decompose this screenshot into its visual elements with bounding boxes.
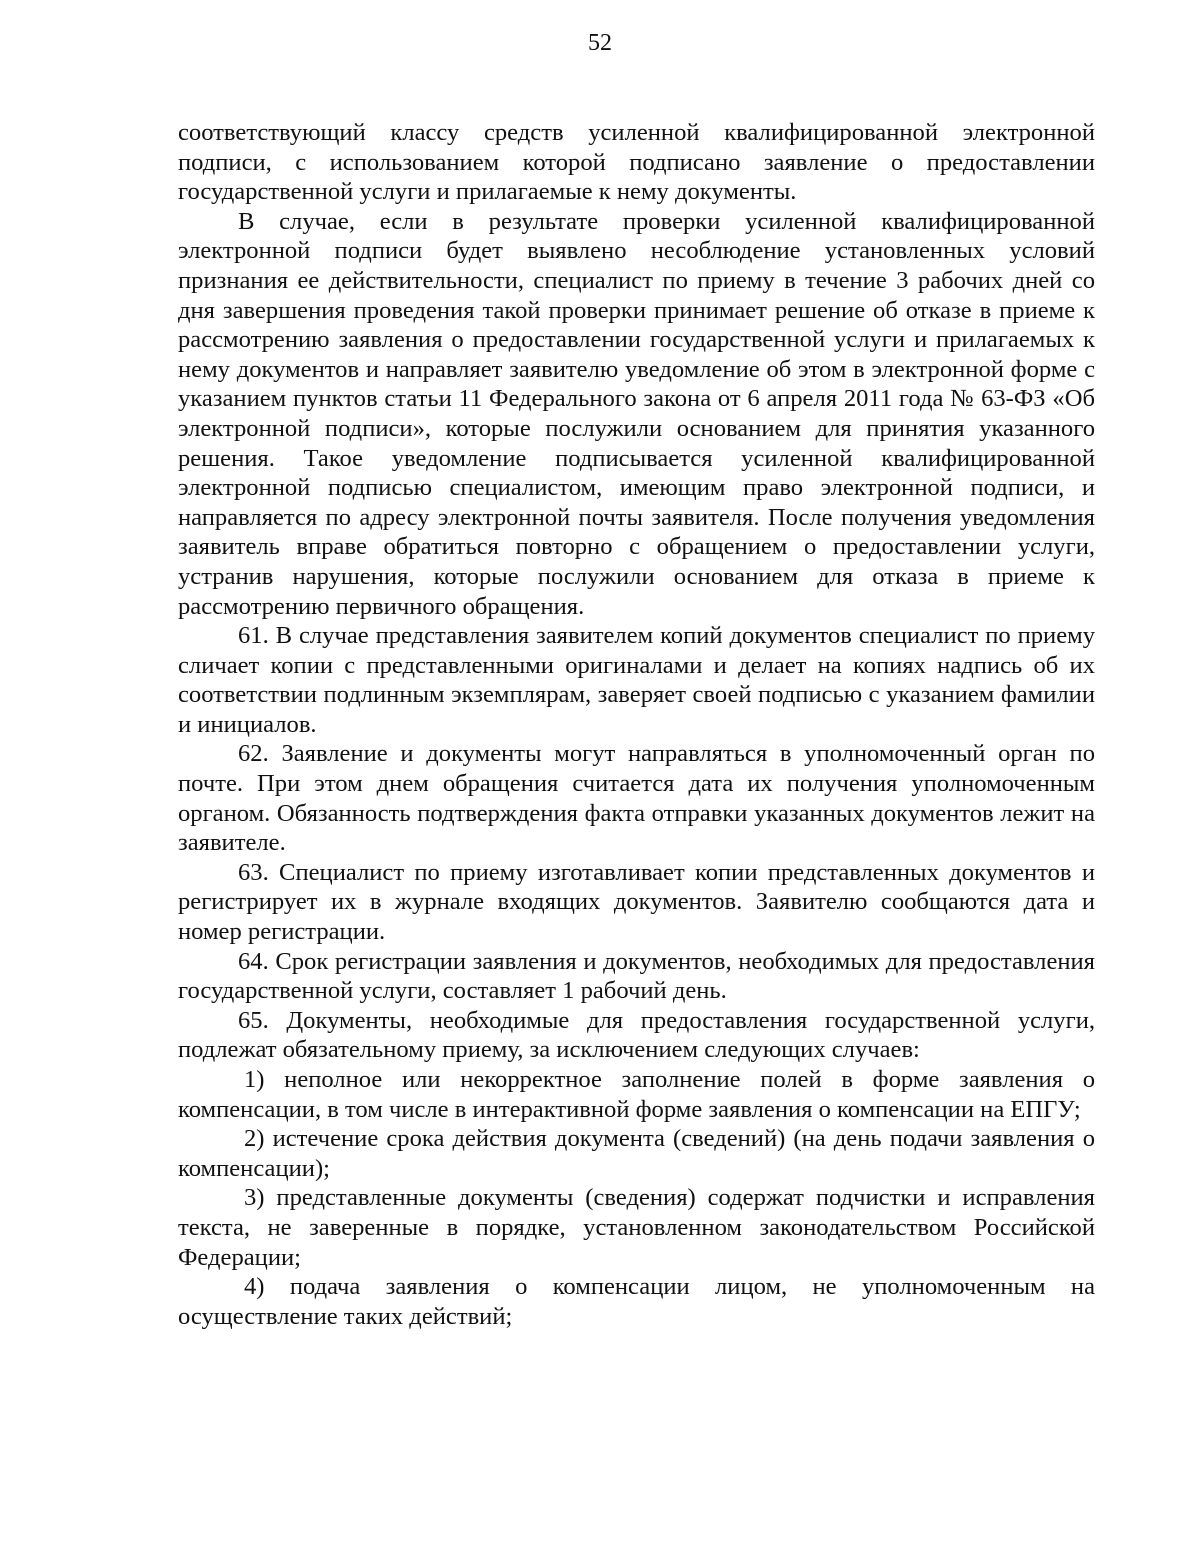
paragraph-continuation: соответствующий классу средств усиленной квалифицированной электронной подписи, с использованием которой подписано заявление о предоставлении государственной услуги и прилагаемые к нему документы. [178, 119, 1095, 206]
paragraph-65: 65. Документы, необходимые для предоставления государственной услуги, подлежат обязательному приему, за исключением следующих случаев: [178, 1006, 1095, 1064]
paragraph-63: 63. Специалист по приему изготавливает копии представленных документов и регистрирует их в журнале входящих документов. Заявителю сообщаются дата и номер регистрации. [178, 858, 1095, 946]
list-item-4: 4) подача заявления о компенсации лицом, не уполномоченным на осуществление таких действий; [178, 1273, 1095, 1330]
list-item-1: 1) неполное или некорректное заполнение полей в форме заявления о компенсации, в том числе в интерактивной форме заявления о компенсации на ЕПГУ; [178, 1066, 1095, 1123]
paragraph-signature-check: В случае, если в результате проверки усиленной квалифицированной электронной подписи будет выявлено несоблюдение установленных условий признания ее действительности, специалист по приему в течение 3 рабочих дней со дня завершения проведения такой проверки принимает решение об отказе в приеме к рассмотрению заявления о предоставлении государственной услуги и прилагаемых к нему документов и направляет заявителю уведомление об этом в электронной форме с указанием пунктов статьи 11 Федерального закона от 6 апреля 2011 года № 63-ФЗ «Об электронной подписи», которые послужили основанием для принятия указанного решения. Такое уведомление подписывается усиленной квалифицированной электронной подписью специалистом, имеющим право электронной подписи, и направляется по адресу электронной почты заявителя. После получения уведомления заявитель вправе обратиться повторно с обращением о предоставлении услуги, устранив нарушения, которые послужили основанием для отказа в приеме к рассмотрению первичного обращения. [178, 207, 1095, 620]
paragraph-64: 64. Срок регистрации заявления и документов, необходимых для предоставления государственной услуги, составляет 1 рабочий день. [178, 947, 1095, 1005]
document-body [178, 118, 1095, 1331]
list-item-3: 3) представленные документы (сведения) содержат подчистки и исправления текста, не заверенные в порядке, установленном законодательством Российской Федерации; [178, 1184, 1095, 1271]
page-number: 52 [588, 30, 612, 56]
paragraph-61: 61. В случае представления заявителем копий документов специалист по приему сличает копии с представленными оригиналами и делает на копиях надпись об их соответствии подлинным экземплярам, заверяет своей подписью с указанием фамилии и инициалов. [178, 622, 1095, 738]
paragraph-62: 62. Заявление и документы могут направляться в уполномоченный орган по почте. При этом днем обращения считается дата их получения уполномоченным органом. Обязанность подтверждения факта отправки указанных документов лежит на заявителе. [178, 740, 1095, 857]
list-item-2: 2) истечение срока действия документа (сведений) (на день подачи заявления о компенсации); [178, 1125, 1095, 1182]
